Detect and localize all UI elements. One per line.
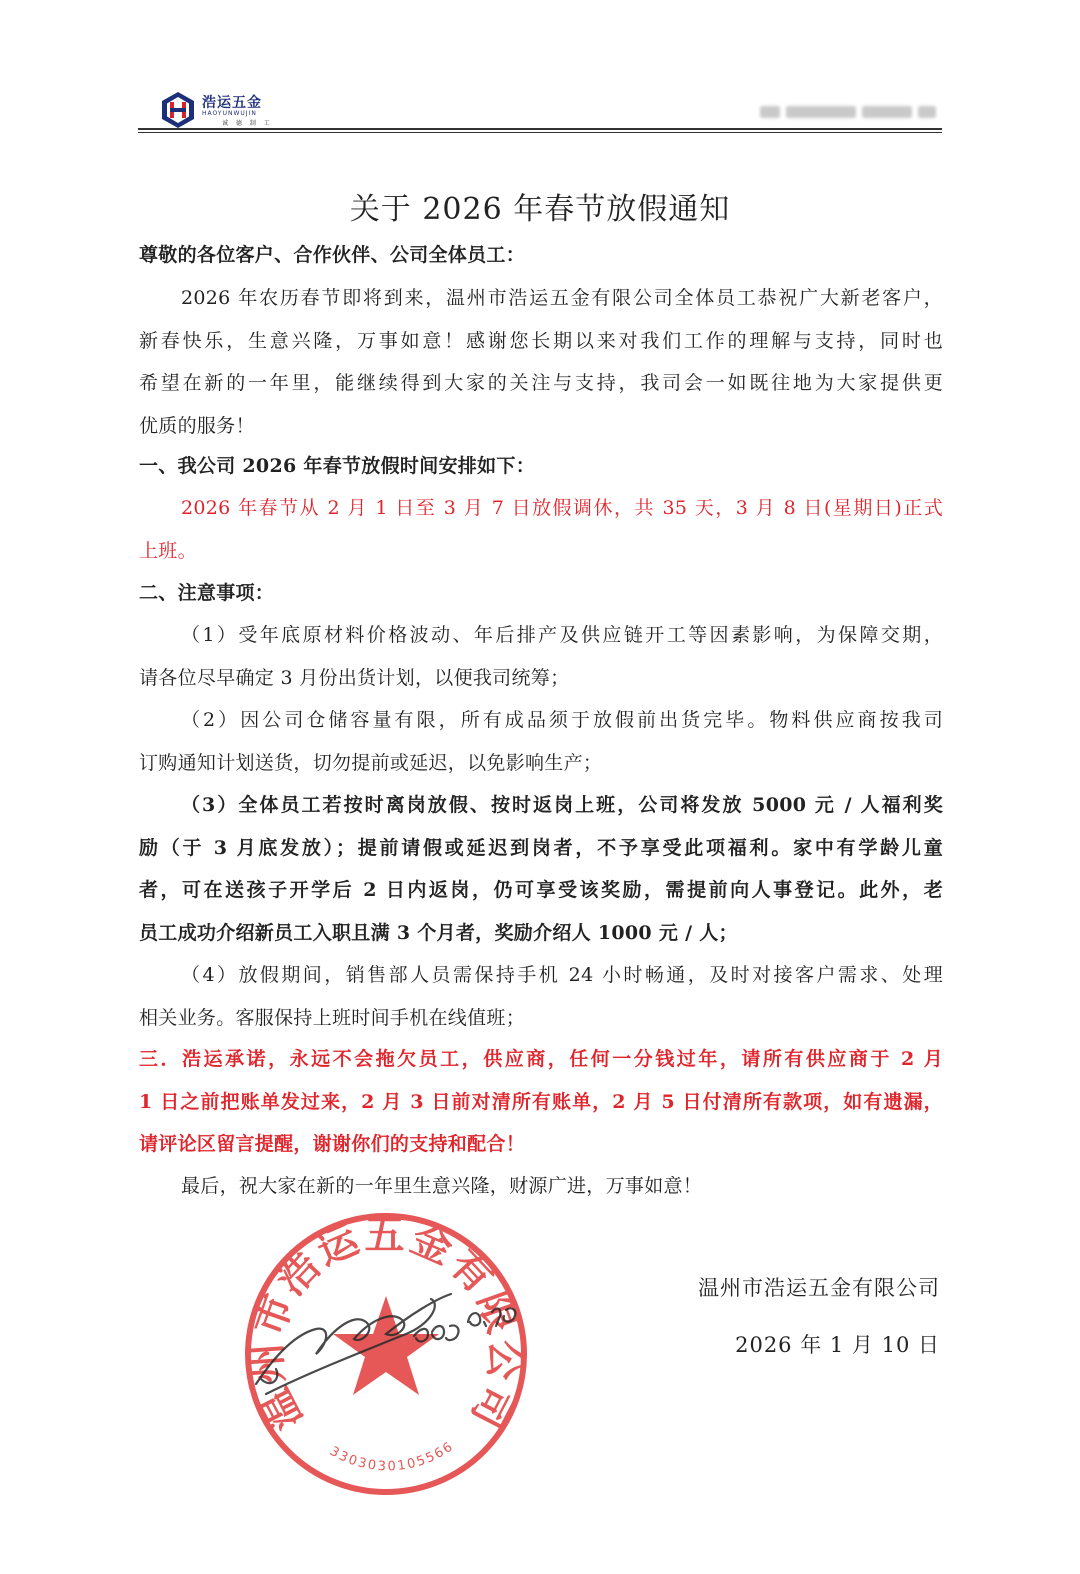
intro-paragraph	[139, 277, 943, 447]
notice-item-4	[139, 954, 943, 1039]
logo-hexagon-icon	[158, 90, 198, 130]
intro-line: 优质的服务！	[139, 414, 255, 437]
salutation: 尊敬的各位客户、合作伙伴、公司全体员工：	[139, 244, 526, 266]
intro-line: 新春快乐，生意兴隆，万事如意！感谢您长期以来对我们工作的理解与支持，同时也	[139, 329, 943, 352]
header-rule-thin	[138, 132, 942, 133]
notice-item-1	[139, 614, 943, 699]
svg-text:温州市浩运五金有限公司: 温州市浩运五金有限公司	[242, 1211, 530, 1438]
schedule-line: 2026 年春节从 2 月 1 日至 3 月 7 日放假调休，共 35 天，3 月 8 日(星期日)正式	[181, 497, 943, 519]
item-line: （2）因公司仓储容量有限，所有成品须于放假前出货完毕。物料供应商按我司	[181, 709, 943, 731]
company-seal-icon	[236, 1204, 536, 1504]
notice-item-3	[139, 784, 943, 954]
item-line: （4）放假期间，销售部人员需保持手机 24 小时畅通，及时对接客户需求、处理	[181, 964, 943, 986]
commitment-line: 三．浩运承诺，永远不会拖欠员工，供应商，任何一分钱过年，请所有供应商于 2 月	[139, 1048, 943, 1070]
signature-company: 温州市浩运五金有限公司	[698, 1276, 940, 1300]
blurred-header-text	[760, 104, 938, 120]
logo-slogan: 诚 德 制 工	[222, 120, 273, 127]
closing-line: 最后，祝大家在新的一年里生意兴隆，财源广进，万事如意！	[181, 1175, 703, 1197]
signature-date: 2026 年 1 月 10 日	[735, 1333, 940, 1357]
commitment-line: 1 日之前把账单发过来，2 月 3 日前对清所有账单，2 月 5 日付清所有款项，如有遗漏，	[139, 1090, 943, 1113]
section2-heading: 二、注意事项：	[139, 582, 275, 604]
item-line: 请各位尽早确定 3 月份出货计划，以便我司统筹；	[139, 666, 570, 689]
section3-commitment	[139, 1038, 943, 1166]
item-line: 相关业务。客服保持上班时间手机在线值班；	[139, 1006, 526, 1029]
holiday-schedule	[139, 487, 943, 572]
svg-text:3303030105566: 3303030105566	[327, 1438, 458, 1475]
section1-heading: 一、我公司 2026 年春节放假时间安排如下：	[139, 455, 536, 477]
letterhead	[138, 86, 942, 134]
intro-line: 2026 年农历春节即将到来，温州市浩运五金有限公司全体员工恭祝广大新老客户，	[181, 287, 943, 309]
notice-item-2	[139, 699, 943, 784]
company-logo	[158, 90, 278, 130]
item-line: 者，可在送孩子开学后 2 日内返岗，仍可享受该奖励，需提前向人事登记。此外，老	[139, 879, 943, 901]
item-line: 订购通知计划送货，切勿提前或延迟，以免影响生产；	[139, 751, 603, 774]
header-rule	[138, 128, 942, 130]
intro-line: 希望在新的一年里，能继续得到大家的关注与支持，我司会一如既往地为大家提供更	[139, 372, 943, 394]
commitment-line: 请评论区留言提醒，谢谢你们的支持和配合！	[139, 1133, 526, 1155]
item-line: 励（于 3 月底发放）；提前请假或延迟到岗者，不予享受此项福利。家中有学龄儿童	[139, 836, 943, 859]
logo-company-name: 浩运五金	[202, 95, 262, 111]
item-line: （1）受年底原材料价格波动、年后排产及供应链开工等因素影响，为保障交期，	[181, 624, 943, 646]
item-line: 员工成功介绍新员工入职且满 3 个月者，奖励介绍人 1000 元 / 人；	[139, 921, 738, 944]
schedule-line: 上班。	[139, 539, 197, 562]
item-line: （3）全体员工若按时离岗放假、按时返岗上班，公司将发放 5000 元 / 人福利奖	[181, 794, 943, 816]
logo-pinyin: HAOYUNWUJIN	[202, 110, 257, 117]
notice-title: 关于 2026 年春节放假通知	[349, 192, 731, 227]
